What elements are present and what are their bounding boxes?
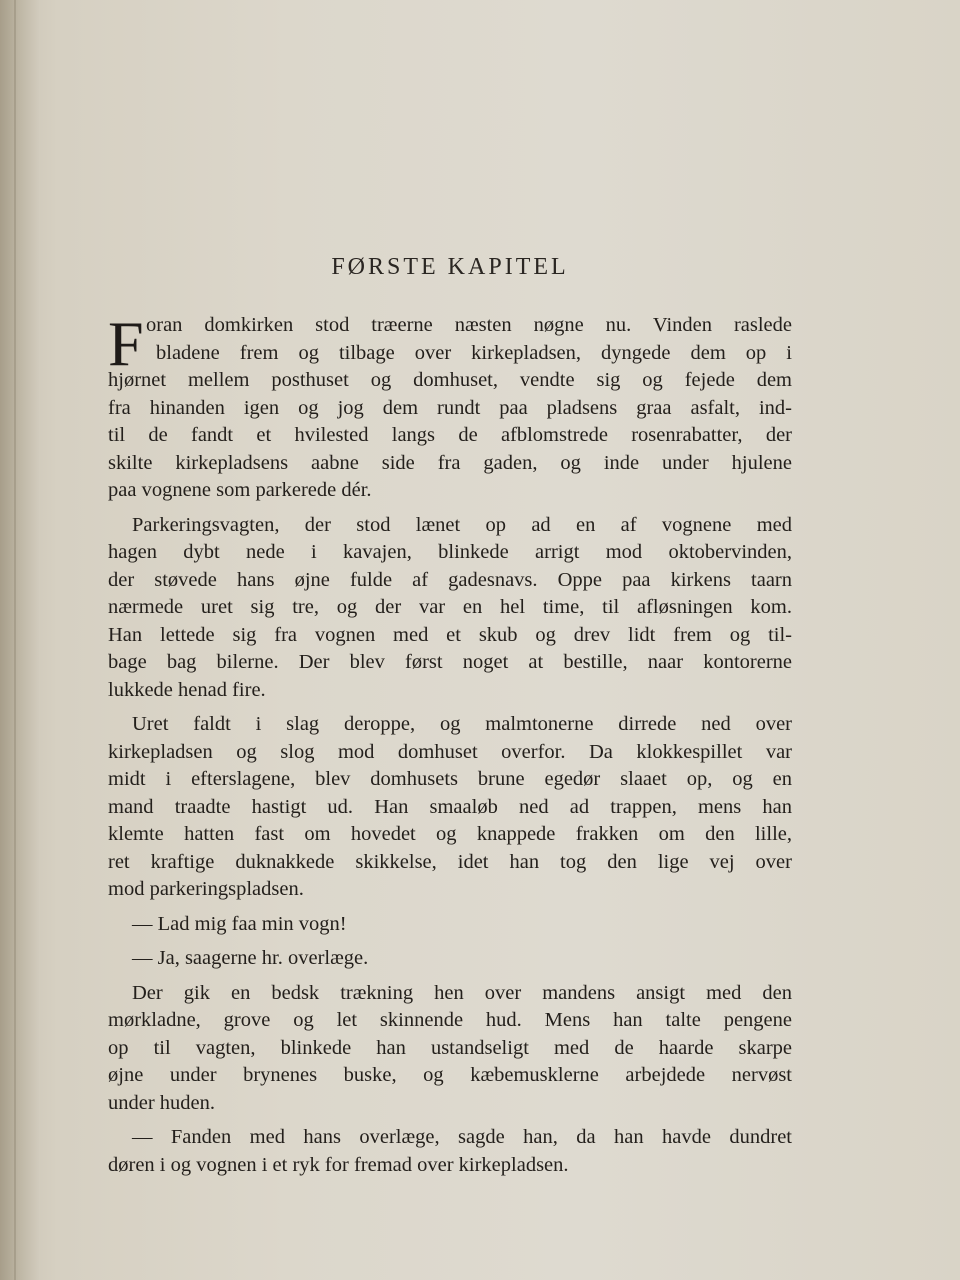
text-line: hagen dybt nede i kavajen, blinkede arrigt mod oktobervinden, (108, 541, 792, 563)
text-line: hjørnet mellem posthuset og domhuset, vendte sig og fejede dem (108, 369, 792, 391)
text-line: oran domkirken stod træerne næsten nøgne nu. Vinden raslede (146, 314, 792, 336)
text-line: Parkeringsvagten, der stod lænet op ad en af vognene med (132, 513, 792, 536)
text-line: — Lad mig faa min vogn! (132, 912, 347, 935)
drop-cap: F (108, 308, 144, 379)
text-line: Uret faldt i slag deroppe, og malmtonerne dirrede ned over (132, 713, 792, 735)
page-gutter (0, 0, 40, 1280)
text-line: øjne under brynenes buske, og kæbemusklerne arbejdede nervøst (108, 1064, 792, 1086)
paragraph (108, 945, 792, 973)
text-line: paa vognene som parkerede dér. (108, 479, 372, 501)
paragraph-gap (108, 1117, 792, 1124)
paragraph-gap (108, 938, 792, 945)
paragraph-gap (108, 505, 792, 512)
text-line: døren i og vognen i et ryk for fremad over kirkepladsen. (108, 1153, 569, 1176)
page-edge (14, 0, 16, 1280)
text-line: Han lettede sig fra vognen med et skub og drev lidt frem og til- (108, 623, 792, 646)
text-line: Der gik en bedsk trækning hen over mandens ansigt med den (132, 981, 792, 1004)
text-line: under huden. (108, 1091, 216, 1114)
text-line: — Ja, saagerne hr. overlæge. (132, 947, 369, 969)
paragraph (108, 308, 792, 505)
text-line: mørkladne, grove og let skinnende hud. Mens han talte pengene (108, 1009, 792, 1031)
paragraph-gap (108, 704, 792, 711)
paragraph (108, 512, 792, 705)
paragraph (108, 980, 792, 1118)
text-line: der støvede hans øjne fulde af gadesnavs. Oppe paa kirkens taarn (108, 568, 792, 591)
text-line: bladene frem og tilbage over kirkepladsen, dyngede dem op i (156, 341, 792, 364)
text-line: fra hinanden igen og jog dem rundt paa pladsens graa asfalt, ind- (108, 396, 792, 419)
text-line: op til vagten, blinkede han ustandseligt med de haarde skarpe (108, 1036, 792, 1059)
paragraph (108, 911, 792, 939)
text-line: lukkede henad fire. (108, 678, 266, 701)
body-text (108, 308, 792, 1179)
text-line: — Fanden med hans overlæge, sagde han, da han havde dundret (132, 1126, 792, 1148)
text-line: bage bag bilerne. Der blev først noget at bestille, naar kontorerne (108, 651, 792, 673)
text-line: ret kraftige duknakkede skikkelse, idet han tog den lige vej over (108, 850, 792, 873)
text-line: til de fandt et hvilested langs de afblomstrede rosenrabatter, der (108, 424, 792, 446)
text-line: klemte hatten fast om hovedet og knappede frakken om den lille, (108, 823, 792, 845)
chapter-title: FØRSTE KAPITEL (331, 254, 569, 280)
paragraph-gap (108, 973, 792, 980)
text-line: mand traadte hastigt ud. Han smaaløb ned ad trappen, mens han (108, 795, 792, 818)
text-line: midt i efterslagene, blev domhusets brune egedør slaaet op, og en (108, 768, 792, 790)
paragraph (108, 1124, 792, 1179)
text-line: kirkepladsen og slog mod domhuset overfor. Da klokkespillet var (108, 740, 792, 763)
text-line: skilte kirkepladsens aabne side fra gaden, og inde under hjulene (108, 451, 792, 474)
text-line: mod parkeringspladsen. (108, 878, 304, 900)
paragraph-gap (108, 904, 792, 911)
text-line: nærmede uret sig tre, og der var en hel time, til afløsningen kom. (108, 596, 792, 618)
paragraph (108, 711, 792, 904)
